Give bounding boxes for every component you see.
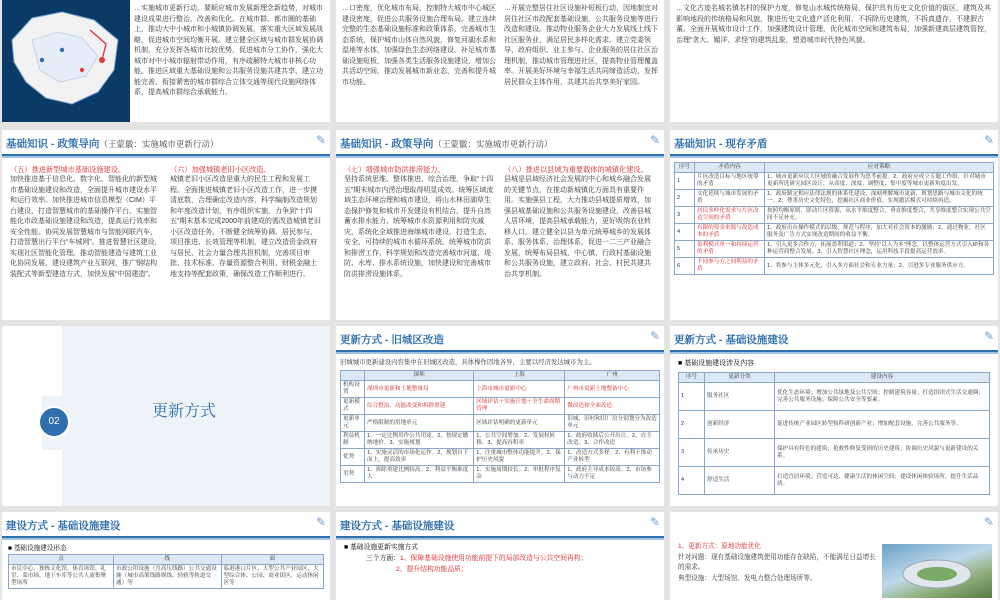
bullet-icon: ■	[344, 544, 350, 551]
slide-title: 建设方式 - 基础设施建设	[6, 520, 121, 532]
table-row	[679, 383, 990, 411]
cell: 综合整治、功能改变和拆除重建	[365, 398, 474, 415]
typical-text: 典型设施：大型场馆、发电力整合处理场所等。	[678, 574, 817, 582]
city-compare-table	[340, 370, 660, 483]
cell-num: 4	[675, 224, 695, 241]
table-row	[675, 224, 994, 241]
slide-header	[670, 512, 998, 528]
table-row	[341, 415, 660, 432]
cell: 上海市城市更新中心	[474, 381, 565, 398]
cell: 1、拆除重建比例较高。2、利益平衡难度大	[365, 466, 474, 483]
table-row	[675, 190, 994, 207]
cell: 区域评估明确的更新单元	[474, 415, 565, 432]
cell-category: 舒适生活	[705, 467, 775, 495]
slide-header	[336, 512, 664, 538]
cell-issue: 居民多样化需求与片区改造空间的矛盾	[695, 207, 765, 224]
slide-subtitle: （王蒙徽：实施城市更新行动）	[433, 139, 553, 149]
pen-icon: ✎	[983, 329, 994, 343]
item-6-text: 城镇老旧小区改造是重大的民生工程和发展工程。全面推进城镇老旧小区改造工作，进一步摸清底数，合理确定改造内容，科学编制改造规划和年度改造计划，有序组织实施，力争到“十四五”期末基本完成2000年前建成的需改造城镇老旧小区改造任务。不断健全统筹协调、居民参与、项目推进、长效管理等机制，建立改造资金政府与居民、社会力量合理共担机制，完善项目审批、技术标准、存量资源整合利用、财税金融土地支持等配套政策，确保改造工作顺利进行。	[170, 176, 321, 278]
cell: 1、一定比例用作公共用途。2、按规定缴纳地价。3、实施规划	[365, 432, 474, 449]
table-row	[341, 398, 660, 415]
intro-text: 旧城城市更新建设内容集中在旧城区改造，具体操作因地各异，主要以经济发达城市为主。	[340, 359, 596, 366]
item-8-heading: （八）推进以县城为重要载体的城镇化建设。	[504, 165, 648, 174]
slide-infra-methods[interactable]	[336, 512, 664, 600]
cell: 1、政府收储后公开出让。2、自主改造。3、合作改造	[565, 432, 660, 449]
cell-issue: 片区改造目标与地区统筹的矛盾	[695, 173, 765, 190]
cell-strategy: 1、政府制定相应法律法规的体系化建设，深刻理解城市更新，规划思路与城市文化的统一。2、尊重历史文化特色，挖掘社区商业价值，实现激活模式可持续再造。	[765, 190, 994, 207]
table-row	[675, 241, 994, 258]
section-heading: 基础设施建设形态	[13, 545, 67, 552]
slide-header	[2, 130, 330, 156]
row-label: 机构设置	[341, 381, 365, 398]
pen-icon: ✎	[315, 133, 326, 147]
heritage-text: …文化古迹名城名镇名村的保护力度，修复山水城传统格局，保护具有历史文化价值的街区、建筑及其影响地段的传统格局和风貌，推进历史文化遗产活化利用，不拆除历史建筑，不拆真遗存，不建假古董。全面开展城市设计工作，加强建筑设计管理，优化城市空间和建筑布局，加强新建高层建筑管控，治理“贪大、媚洋、求怪”的建筑乱象，塑造城市时代特色风貌。	[676, 5, 991, 44]
infra-form-table	[8, 554, 324, 589]
cell: 旧城、旧村和旧厂房分别划分为改造单元	[565, 415, 660, 432]
table-row	[675, 207, 994, 224]
section-number: 02	[38, 406, 70, 438]
cell-area: 临港港口片区、大型公共产业园区、大型综合体、公园、商业街区、运动休闲区等	[221, 565, 323, 589]
col-header: 序号	[679, 373, 705, 383]
table-row	[679, 467, 990, 495]
pen-icon: ✎	[649, 329, 660, 343]
cell-strategy: 1、将参与主体多元化，引入多方面社会和专业力量；2、引进多专业服务供应方。	[765, 258, 994, 275]
table-row	[9, 565, 324, 589]
cell-num: 3	[675, 207, 695, 224]
row-label: 利益机制	[341, 432, 365, 449]
corner-cell	[341, 371, 365, 381]
cell: 严格限制的用地单元	[365, 415, 474, 432]
slide-header	[336, 130, 664, 156]
slide-title: 基础知识 - 政策导向	[340, 138, 434, 150]
slide-policy-map[interactable]	[2, 0, 330, 122]
slide-infra-forms[interactable]	[2, 512, 330, 600]
pen-icon: ✎	[983, 515, 994, 529]
slide-policy-heritage[interactable]	[670, 0, 998, 122]
cell-category: 服务社区	[705, 383, 775, 411]
col-header-city: 广州	[565, 371, 660, 381]
slide-infra-example[interactable]	[670, 512, 998, 600]
stadium-photo	[882, 544, 992, 598]
section-title: 更新方式	[152, 403, 217, 420]
cell-content: 保护具有特色的建筑；抢救性修复受损的历史建筑；协调历史风貌与更新建设的关系。	[775, 439, 990, 467]
cell: 1、政府主导成本较高。2、市场参与动力不足	[565, 466, 660, 483]
infra-content-table	[678, 372, 990, 495]
slide-title: 基础知识 - 政策导向	[6, 138, 100, 150]
pen-icon: ✎	[649, 515, 660, 529]
col-header: 线	[114, 555, 222, 565]
cell-strategy: 1、引入更多合作方，拓展盈利渠道；2、坚持“以人为本”理念，以整体运营方式引入IP和各种运营商整合发展。3、引入智慧社区理念，运用科技手段提高运营效率。	[765, 241, 994, 258]
slide-header	[336, 326, 664, 352]
policy-text-left: …口密度，优化城市布局，控制特大城市中心城区建设密度，促进公共服务设施合理布局。建立连续完整的生态基础设施标准和政策体系，完善城市生态系统，保护城市山体自然风貌，修复河湖水系和湿地等水体，加强绿色生态网络建设。补足城市基础设施短板，加强各类生活服务设施建设，增加公共活动空间，推动发展城市新业态，完善和提升城市功能。	[342, 5, 496, 86]
cell-strategy: 1、政府出台操作模式的层级，规范与程序，加大对社会资本的激励；2、通过物业，社区服务及广告方式实现改造期间的收益平衡。	[765, 224, 994, 241]
slide-title: 建设方式 - 基础设施建设	[340, 520, 455, 532]
row-label: 优势	[341, 449, 365, 466]
cell-issue: 有限的资金来源与改造成本的矛盾	[695, 224, 765, 241]
item-7-text: 坚持系统思维、整体推进、综合治理，争取“十四五”期末城市内涝治理取得明显成效。统筹区域流域生态环境治理和城市建设，将山水林田湖草生态保护修复和城市开发建设有机结合，提升自然蓄水排水能力。统筹城市水资源利用和防灾减灾，系统化全域推进海绵城市建设，打造生态、安全、可持续的城市水循环系统。统筹城市防洪和排涝工作，科学规划和改造完善城市河道、堤防、水库、排水系统设施，加快建设和完善城市防洪排涝设施体系。	[344, 176, 494, 278]
slide-header	[2, 512, 330, 538]
cell: 1、注重城市整体功能提升。2、保护历史风貌	[474, 449, 565, 466]
cell-num: 4	[679, 467, 705, 495]
cell-point: 市民中心、独栋文化馆、体育场馆、礼堂、菜市场、地下车库等公共人流集聚型场所	[9, 565, 114, 589]
col-header: 点	[9, 555, 114, 565]
item-7-heading: （七）增强城市防洪排涝能力。	[344, 165, 445, 174]
cell-line: 市政公用设施（含高压线路）公共交通设施（城市高架线路规线、轻轨等轨道交通）等	[114, 565, 222, 589]
col-header-city: 深圳	[365, 371, 474, 381]
cell-issue: 盈利模式单一和持续运营的矛盾	[695, 241, 765, 258]
policy-text: …实施城市更新行动，要顺应城市发展新理念新趋势，对城市建设成果进行整治、改善和优化。在城市群、都市圈的基础上，推动大中小城市和小城镇协调发展，落实重大区域发展战略，促进城市空间均衡开展。建立健全区域与城市群发展协调机制，充分发挥各城市比较优势，促进城市分工协作，强化大城市对中小城市辐射带动作用，有序疏解特大城市非核心功能。推进区域重大基础设施和公共服务设施共建共享，建立功能完善、衔接紧密的城市群综合立体交通等现代设施网络体系，提高城市群综合承载能力。	[134, 5, 323, 96]
row-label: 更新模式	[341, 398, 365, 415]
cell-category: 创新经济	[705, 411, 775, 439]
method-1: 1、保障基础设施使用功能前提下的局部改造与公共空间再构；	[399, 555, 588, 562]
cell-num: 2	[679, 411, 705, 439]
cell-num: 6	[675, 258, 695, 275]
col-header: 应对策略	[765, 163, 994, 173]
row-label: 更新单元	[341, 415, 365, 432]
pen-icon: ✎	[649, 133, 660, 147]
table-row	[679, 411, 990, 439]
slide-conflicts[interactable]	[670, 130, 998, 320]
cell-issue: 文化延续与城市发展的矛盾	[695, 190, 765, 207]
cell: 区域评估＋实施计划＋全生命周期管理	[474, 398, 565, 415]
slide-title: 更新方式 - 基础设施建设	[674, 334, 789, 346]
method-2: 2、提升结构功能品质；	[396, 566, 468, 573]
cell-category: 传承历史	[705, 439, 775, 467]
cell: 1、改造方式多样。2、有利于推动产业转型	[565, 449, 660, 466]
item-8-text: 县城是县域经济社会发展的中心和城乡融合发展的关键节点，在推动新城镇化方面具有重要作用。实施强县工程，大力推动县城提质增效，加强县城基础设施和公共服务设施建设，改善县城人居环境，提高县城承载能力，更好吸纳农业转移人口。建立健全以县为单元统筹城乡的发展体系、服务体系、治理体系，促进一二三产业融合发展，统筹布局县城、中心镇、行政村基础设施和公共服务设施，建立政府、社会、村民共建共治共享机制。	[504, 176, 651, 278]
cell-num: 3	[679, 439, 705, 467]
col-header: 序号	[675, 163, 695, 173]
cell: 1、公共空间增加。2、发展权转移。3、提高容积率	[474, 432, 565, 449]
col-header: 矛盾内容	[695, 163, 765, 173]
cell: 深圳市更新和土地整备局	[365, 381, 474, 398]
slide-subtitle: （王蒙徽：实施城市更新行动）	[99, 139, 219, 149]
cell: 广州市更新土地整备中心	[565, 381, 660, 398]
pen-icon: ✎	[315, 515, 326, 529]
item-6-heading: （六）加强城镇老旧小区改造。	[170, 165, 271, 174]
slide-header	[670, 130, 998, 156]
cell-num: 1	[675, 173, 695, 190]
slide-title: 更新方式 - 旧城区改造	[340, 334, 444, 346]
cell-content: 优化生态环境；增加公共绿地及公共空间；控制建筑容量；打造组团式生活交通圈；完善公共服务设施；保障公共安全等要素。	[775, 383, 990, 411]
table-row	[341, 432, 660, 449]
item-5-heading: （五）推进新型城市基础设施建设。	[10, 165, 126, 174]
table-row	[341, 449, 660, 466]
cell-issue: 不同参与方之间利益的矛盾	[695, 258, 765, 275]
cell-strategy: 1、城市更新应以大区域的融合发展作为思考前提。2、政府应成立专题工作组，针对城市更新所选研究园区设计，从高度、深度、调整度、集中度等城市更新角度出发。	[765, 173, 994, 190]
table-row	[679, 439, 990, 467]
cell-num: 1	[679, 383, 705, 411]
problem-text: 针对问题：现有基础设施建筑使用功能存在缺陷，不能满足日益增长的需求。	[678, 553, 876, 571]
slide-section-divider[interactable]	[2, 326, 330, 506]
slide-title: 基础知识 - 现存矛盾	[674, 138, 768, 150]
slide-policy-5-6[interactable]	[2, 130, 330, 320]
bullet-icon: ■	[678, 360, 685, 367]
table-row	[675, 258, 994, 275]
slide-policy-cont[interactable]	[336, 0, 664, 122]
cell: 微改造和全面改造	[565, 398, 660, 415]
bullet-icon: ■	[8, 545, 14, 552]
pen-icon: ✎	[983, 133, 994, 147]
col-header: 建设内容	[775, 373, 990, 383]
section-heading: 基础设施更新实施方式	[350, 544, 418, 551]
slide-old-city[interactable]	[336, 326, 664, 506]
item-5-text: 加快推进基于信息化、数字化、智能化的新型城市基础设施建设和改造，全面提升城市建设水平和运行效率。加快推进城市信息模型（CIM）平台建设，打造智慧城市的基础操作平台。实施智能化市政基础设施建设和改造，提高运行效率和安全性能。协同发展智慧城市与智能网联汽车，打造智慧出行平台“车城网”。推进智慧社区建设，实现社区智能化管理。推动智能建造与建筑工业化协同发展，建设建筑产业互联网，推广钢结构装配式等新型建造方式，加快发展“中国建造”。	[10, 176, 162, 278]
cell-content: 促进传统产业园区转型和科研创新产业；增加配套设施，完善公共服务等。	[775, 411, 990, 439]
cell-content: 打造宜居环境；营造可达、健康生活的休闲空间；建设休闲体验场所，提升生活品质。	[775, 467, 990, 495]
table-row	[675, 173, 994, 190]
col-header-city: 上海	[474, 371, 565, 381]
col-header: 更新分类	[705, 373, 775, 383]
conflict-table	[674, 162, 994, 275]
slide-policy-7-8[interactable]	[336, 130, 664, 320]
method-item: 1、更新方式：原地功能优化	[678, 543, 761, 550]
cell: 1、实施周期较长。2、审批程序复杂	[474, 466, 565, 483]
table-row	[341, 381, 660, 398]
slide-infra-content[interactable]	[670, 326, 998, 506]
table-row	[341, 466, 660, 483]
slide-header	[670, 326, 998, 352]
policy-text-right: …开展完整居住社区设施补短板行动，因地制宜对居住社区市政配套基础设施、公共服务设施等进行改造和建设。推动物业服务企业大力发展线上线下社区服务业，满足居民多样化需求。建立党委领导、政府组织、业主参与、企业服务的居住社区治理机制，推动城市管理进社区，提高物业管理覆盖率。开展美好环境与幸福生活共同缔造活动，发挥居民群众主体作用，共建共治共享美好家园。	[504, 5, 658, 86]
lead-text: 三个方面：	[366, 555, 400, 562]
row-label: 劣势	[341, 466, 365, 483]
china-map-image	[2, 0, 130, 122]
cell: 1、实施灵活的市场化运作。2、规划自下而上，提高效率	[365, 449, 474, 466]
cell-strategy: 按照均衡原则，联动片区资源，从水平维度整合，垂直维度整合，共享维度整合实现公共空间不足补充。	[765, 207, 994, 224]
col-header: 面	[221, 555, 323, 565]
cell-num: 5	[675, 241, 695, 258]
section-heading: 基础设施建设涉及内容	[684, 360, 755, 367]
cell-num: 2	[675, 190, 695, 207]
